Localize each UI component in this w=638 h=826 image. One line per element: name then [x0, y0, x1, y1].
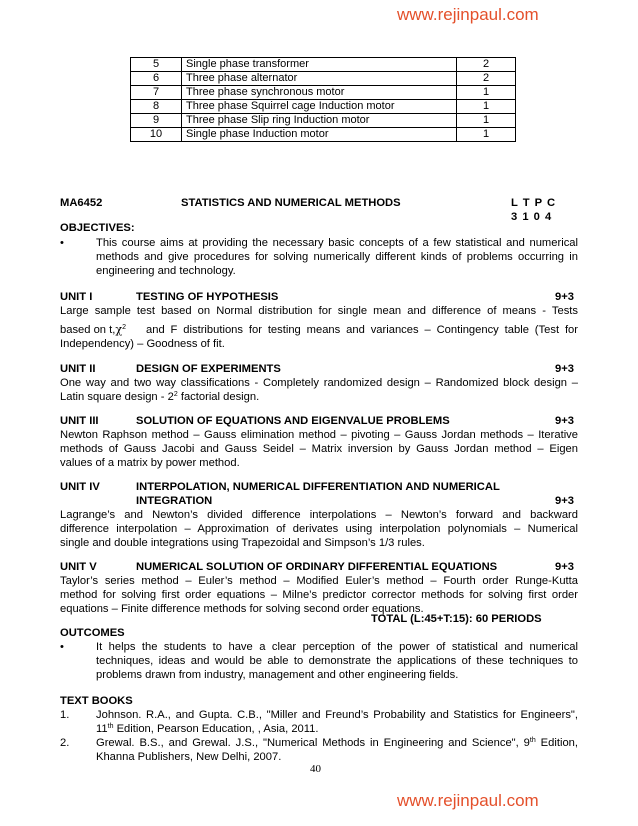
course-title: STATISTICS AND NUMERICAL METHODS	[181, 197, 401, 209]
unit-4-label: UNIT IV	[60, 481, 100, 493]
outcomes-heading: OUTCOMES	[60, 627, 125, 639]
chi-superscript: 2	[122, 324, 127, 331]
unit-3-title: SOLUTION OF EQUATIONS AND EIGENVALUE PROBLEMS	[136, 415, 450, 427]
text-book-1-line-1: Johnson. R.A., and Gupta. C.B., "Miller and Freund’s Probability and Statistics for Engineers",	[96, 709, 578, 721]
unit-4-line-2: difference interpolation – Approximation of derivates using interpolation polynomials – Numerical	[60, 523, 578, 535]
equipment-count: 1	[457, 128, 516, 142]
unit-2-line-2	[60, 390, 259, 404]
unit-2-line-2-b: factorial design.	[177, 391, 260, 403]
equipment-name: Three phase synchronous motor	[182, 86, 457, 100]
text-books-heading: TEXT BOOKS	[60, 695, 133, 707]
unit-5-line-2: method for solving first order equations – Milne’s predictor corrector methods for solving first order	[60, 589, 578, 601]
outcomes-line-2: techniques, ideas and would be able to demonstrate the applications of these techniques to	[96, 655, 578, 667]
equipment-name: Three phase Slip ring Induction motor	[182, 114, 457, 128]
table-row	[131, 86, 516, 100]
unit-2-line-2-a: Latin square design - 2	[60, 391, 174, 403]
footer-url[interactable]: www.rejinpaul.com	[397, 791, 539, 810]
text-book-2-line-1	[96, 736, 578, 750]
ltpc-header: L T P C	[511, 197, 556, 209]
unit-1-hours: 9+3	[555, 291, 574, 303]
text-book-2-edition: Edition,	[535, 737, 578, 749]
unit-2-hours: 9+3	[555, 363, 574, 375]
objectives-line-1: This course aims at providing the necessary basic concepts of a few statistical and numerical	[96, 237, 578, 249]
unit-4-line-1: Lagrange’s and Newton’s divided difference interpolations – Newton’s forward and backward	[60, 509, 578, 521]
unit-5-title: NUMERICAL SOLUTION OF ORDINARY DIFFERENTIAL EQUATIONS	[136, 561, 498, 573]
unit-1-label: UNIT I	[60, 291, 93, 303]
lab-equipment-table	[130, 57, 516, 142]
row-number: 6	[131, 72, 182, 86]
equipment-count: 1	[457, 114, 516, 128]
table-row	[131, 58, 516, 72]
text-book-1-number: 1.	[60, 709, 70, 721]
unit-1-line-2: and F distributions for testing means and variances – Contingency table (Test for	[146, 324, 578, 336]
text-book-1-publisher: Edition, Pearson Education, , Asia, 2011.	[113, 723, 319, 735]
equipment-name: Single phase Induction motor	[182, 128, 457, 142]
unit-3-line-1: Newton Raphson method – Gauss elimination method – pivoting – Gauss Jordan methods – Iterative	[60, 429, 578, 441]
unit-3-label: UNIT III	[60, 415, 99, 427]
equipment-name: Three phase alternator	[182, 72, 457, 86]
equipment-name: Three phase Squirrel cage Induction motor	[182, 100, 457, 114]
table-row	[131, 72, 516, 86]
text-book-2-edition-sup: th	[529, 737, 536, 744]
row-number: 8	[131, 100, 182, 114]
unit-4-hours: 9+3	[555, 495, 574, 507]
outcomes-bullet: •	[60, 641, 64, 653]
row-number: 10	[131, 128, 182, 142]
table-row	[131, 100, 516, 114]
equipment-count: 1	[457, 100, 516, 114]
text-book-1-edition: 11	[96, 723, 108, 735]
row-number: 5	[131, 58, 182, 72]
text-book-2-title: Grewal. B.S., and Grewal. J.S., "Numerical Methods in Engineering and Science", 9	[96, 737, 530, 749]
equipment-count: 2	[457, 58, 516, 72]
unit-5-hours: 9+3	[555, 561, 574, 573]
outcomes-line-1: It helps the students to have a clear perception of the power of statistical and numerical	[96, 641, 578, 653]
objectives-bullet: •	[60, 237, 64, 249]
row-number: 9	[131, 114, 182, 128]
ltpc-values: 3 1 0 4	[511, 211, 552, 223]
unit-1-title: TESTING OF HYPOTHESIS	[136, 291, 279, 303]
header-url[interactable]: www.rejinpaul.com	[397, 5, 539, 24]
row-number: 7	[131, 86, 182, 100]
unit-5-line-1: Taylor’s series method – Euler’s method – Modified Euler’s method – Fourth order Runge-Kutta	[60, 575, 578, 587]
unit-1-line-1: Large sample test based on Normal distribution for single mean and difference of means - Tests	[60, 305, 578, 317]
objectives-line-2: methods and give procedures for solving numerically different kinds of problems occurring in	[96, 251, 578, 263]
unit-1-line-2-prefix	[60, 323, 126, 337]
unit-2-title: DESIGN OF EXPERIMENTS	[136, 363, 281, 375]
unit-3-line-2: methods of Gauss Jacobi and Gauss Seidel – Matrix inversion by Gauss Jordan method – Eigen	[60, 443, 578, 455]
text-book-2-line-2: Khanna Publishers, New Delhi, 2007.	[96, 751, 282, 763]
unit-2-label: UNIT II	[60, 363, 96, 375]
unit-2-line-1: One way and two way classifications - Completely randomized design – Randomized block design –	[60, 377, 578, 389]
text-book-1-line-2	[96, 722, 319, 736]
unit-3-line-3: values of a matrix by power method.	[60, 457, 240, 469]
unit-5-label: UNIT V	[60, 561, 97, 573]
equipment-count: 1	[457, 86, 516, 100]
unit-2-superscript: 2	[173, 391, 178, 398]
objectives-heading: OBJECTIVES:	[60, 222, 135, 234]
total-periods: TOTAL (L:45+T:15): 60 PERIODS	[371, 613, 542, 625]
course-code: MA6452	[60, 197, 103, 209]
table-row	[131, 114, 516, 128]
chi-symbol: χ	[115, 323, 123, 336]
text-book-2-number: 2.	[60, 737, 70, 749]
table-row	[131, 128, 516, 142]
unit-1-line-3: Independency) – Goodness of fit.	[60, 338, 225, 350]
page-number: 40	[310, 763, 321, 775]
text-book-1-edition-sup: th	[107, 723, 114, 730]
unit-3-hours: 9+3	[555, 415, 574, 427]
objectives-line-3: engineering and technology.	[96, 265, 236, 277]
unit-4-title-2: INTEGRATION	[136, 495, 213, 507]
equipment-count: 2	[457, 72, 516, 86]
outcomes-line-3: problems drawn from industry, management and other engineering fields.	[96, 669, 459, 681]
unit-5-line-3: equations – Finite difference methods for solving second order equations.	[60, 603, 424, 615]
unit-4-title: INTERPOLATION, NUMERICAL DIFFERENTIATION AND NUMERICAL	[136, 481, 500, 493]
equipment-name: Single phase transformer	[182, 58, 457, 72]
unit-1-line-2-prefix-text: based on t,	[60, 324, 116, 336]
unit-4-line-3: single and double integrations using Trapezoidal and Simpson’s 1/3 rules.	[60, 537, 425, 549]
